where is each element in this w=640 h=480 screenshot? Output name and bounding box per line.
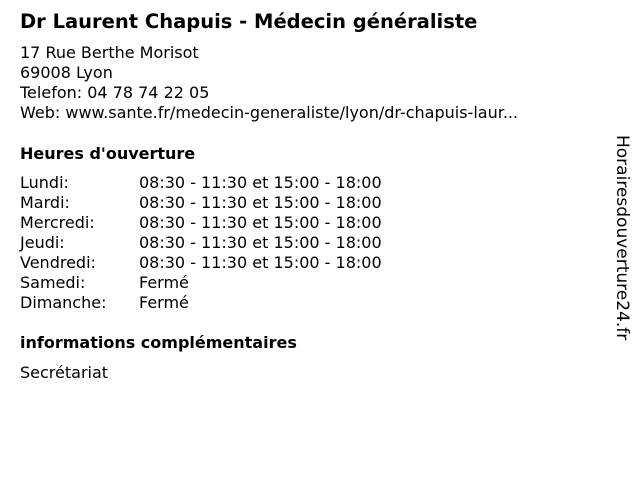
hours-row-tuesday: [20, 193, 600, 213]
time-value: 08:30 - 11:30 et 15:00 - 18:00: [139, 213, 382, 232]
hours-row-wednesday: [20, 213, 600, 233]
hours-row-friday: [20, 253, 600, 273]
hours-row-sunday: [20, 293, 600, 313]
hours-heading: Heures d'ouverture: [20, 144, 196, 163]
time-value: Fermé: [139, 273, 189, 292]
phone-number: Telefon: 04 78 74 22 05: [20, 83, 210, 102]
hours-row-saturday: [20, 273, 600, 293]
site-watermark: Horairesdouverture24.fr: [612, 135, 632, 341]
city-address: 69008 Lyon: [20, 63, 113, 82]
day-label: Dimanche:: [20, 293, 107, 312]
day-label: Mercredi:: [20, 213, 95, 232]
hours-row-monday: [20, 173, 600, 193]
day-label: Vendredi:: [20, 253, 96, 272]
day-label: Lundi:: [20, 173, 69, 192]
time-value: Fermé: [139, 293, 189, 312]
day-label: Mardi:: [20, 193, 70, 212]
time-value: 08:30 - 11:30 et 15:00 - 18:00: [139, 173, 382, 192]
info-heading: informations complémentaires: [20, 333, 297, 352]
day-label: Samedi:: [20, 273, 86, 292]
hours-table: [20, 173, 600, 313]
time-value: 08:30 - 11:30 et 15:00 - 18:00: [139, 233, 382, 252]
hours-row-thursday: [20, 233, 600, 253]
website-link[interactable]: Web: www.sante.fr/medecin-generaliste/lyon/dr-chapuis-laur...: [20, 103, 519, 122]
time-value: 08:30 - 11:30 et 15:00 - 18:00: [139, 253, 382, 272]
day-label: Jeudi:: [20, 233, 65, 252]
info-text: Secrétariat: [20, 363, 109, 382]
time-value: 08:30 - 11:30 et 15:00 - 18:00: [139, 193, 382, 212]
page-title: Dr Laurent Chapuis - Médecin généraliste: [20, 10, 478, 33]
doctor-card: [20, 10, 600, 383]
street-address: 17 Rue Berthe Morisot: [20, 43, 199, 62]
address-block: [20, 43, 600, 123]
